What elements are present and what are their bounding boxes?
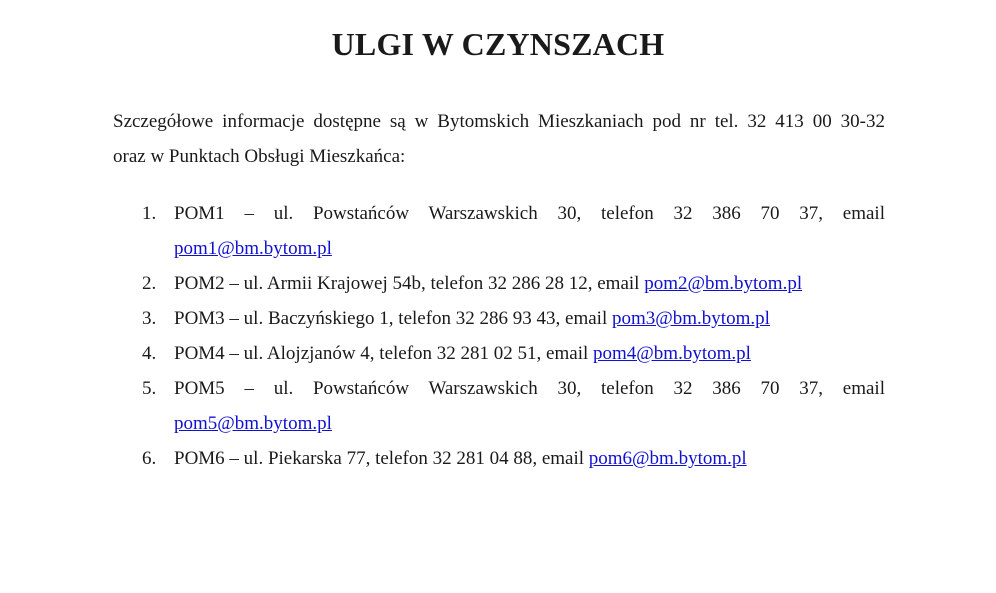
list-item-number: 5.	[142, 378, 157, 399]
list-item-number: 1.	[142, 203, 157, 224]
intro-line-1: Szczegółowe informacje dostępne są w Bytomskich Mieszkaniach pod nr tel. 32 413 00 30-32	[113, 111, 885, 132]
list-item-text: POM3 – ul. Baczyńskiego 1, telefon 32 286 93 43, email	[174, 308, 608, 329]
email-link-pom2[interactable]: pom2@bm.bytom.pl	[644, 273, 803, 294]
list-item	[113, 336, 885, 371]
email-link-pom1[interactable]: pom1@bm.bytom.pl	[174, 238, 332, 259]
intro-paragraph	[113, 104, 885, 174]
list-item-text: POM1 – ul. Powstańców Warszawskich 30, telefon 32 386 70 37, email	[174, 203, 885, 224]
list-item-number: 4.	[142, 343, 157, 364]
list-item-number: 6.	[142, 448, 157, 469]
list-item	[113, 266, 885, 301]
list-item	[113, 441, 885, 476]
list-item-number: 3.	[142, 308, 157, 329]
email-link-pom4[interactable]: pom4@bm.bytom.pl	[593, 343, 751, 364]
intro-line-2: oraz w Punktach Obsługi Mieszkańca:	[113, 146, 406, 167]
office-list	[113, 196, 885, 476]
list-item	[113, 371, 885, 441]
list-item-text: POM2 – ul. Armii Krajowej 54b, telefon 32 286 28 12, email	[174, 273, 640, 294]
email-link-pom5[interactable]: pom5@bm.bytom.pl	[174, 413, 332, 434]
list-item-number: 2.	[142, 273, 157, 294]
email-link-pom3[interactable]: pom3@bm.bytom.pl	[612, 308, 770, 329]
list-item-text: POM4 – ul. Alojzjanów 4, telefon 32 281 02 51, email	[174, 343, 589, 364]
list-item-text: POM5 – ul. Powstańców Warszawskich 30, telefon 32 386 70 37, email	[174, 378, 885, 399]
list-item-text: POM6 – ul. Piekarska 77, telefon 32 281 04 88, email	[174, 448, 585, 469]
page-title: ULGI W CZYNSZACH	[331, 26, 665, 62]
list-item	[113, 196, 885, 266]
email-link-pom6[interactable]: pom6@bm.bytom.pl	[588, 448, 747, 469]
list-item	[113, 301, 885, 336]
